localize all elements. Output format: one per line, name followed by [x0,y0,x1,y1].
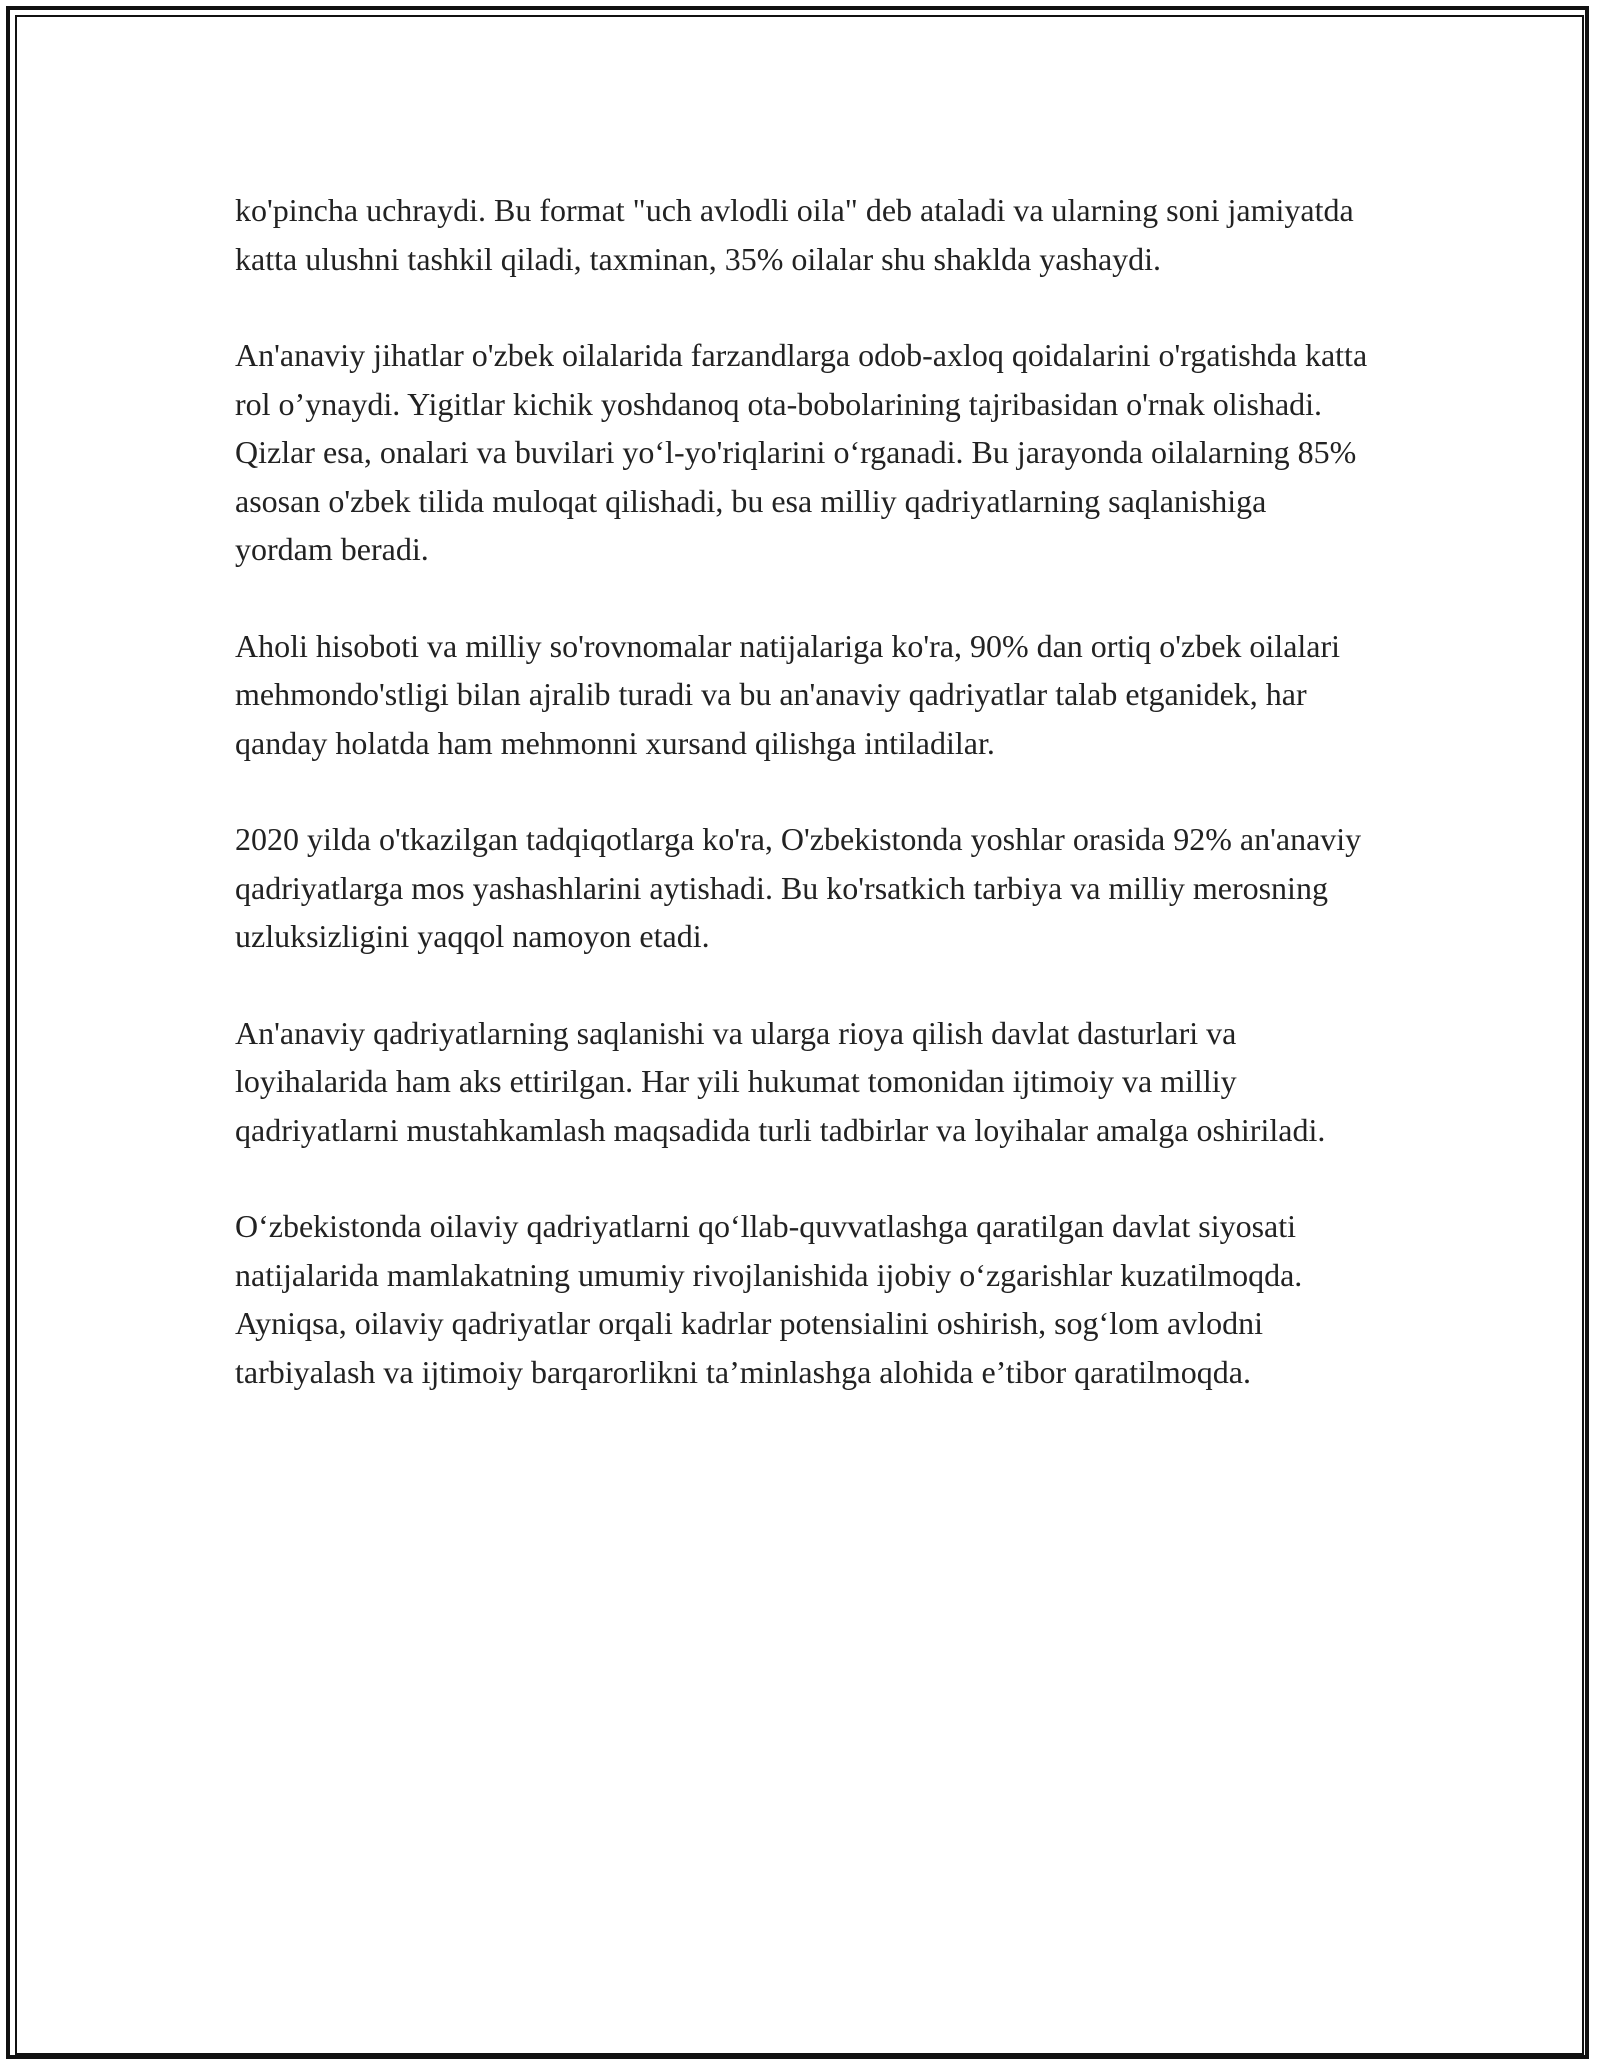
document-body [235,186,1370,1444]
paragraph: Aholi hisoboti va milliy so'rovnomalar natijalariga ko'ra, 90% dan ortiq o'zbek oilalari mehmondo'stligi bilan ajralib turadi va bu an'anaviy qadriyatlar talab etganidek, har qanday holatda ham mehmonni xursand qilishga intiladilar. [235,627,1341,761]
paragraph: ko'pincha uchraydi. Bu format "uch avlodli oila" deb ataladi va ularning soni jamiyatda katta ulushni tashkil qiladi, taxminan, 35% oilalar shu shaklda yashaydi. [235,192,1354,277]
paragraph: An'anaviy jihatlar o'zbek oilalarida farzandlarga odob-axloq qoidalarini o'rgatishda katta rol o’ynaydi. Yigitlar kichik yoshdanoq ota-bobolarining tajribasidan o'rnak olishadi. Qizlar esa, onalari va buvilari yo‘l-yo'riqlarini o‘rganadi. Bu jarayonda oilalarning 85% asosan o'zbek tilida muloqat qilishadi, bu esa milliy qadriyatlarning saqlanishiga yordam beradi. [235,337,1368,567]
paragraph: O‘zbekistonda oilaviy qadriyatlarni qo‘llab-quvvatlashga qaratilgan davlat siyosati natijalarida mamlakatning umumiy rivojlanishida ijobiy o‘zgarishlar kuzatilmoqda. Ayniqsa, oilaviy qadriyatlar orqali kadrlar potensialini oshirish, sog‘lom avlodni tarbiyalash va ijtimoiy barqarorlikni ta’minlashga alohida e’tibor qaratilmoqda. [235,1208,1303,1390]
paragraph: 2020 yilda o'tkazilgan tadqiqotlarga ko'ra, O'zbekistonda yoshlar orasida 92% an'anaviy qadriyatlarga mos yashashlarini aytishadi. Bu ko'rsatkich tarbiya va milliy merosning uzluksizligini yaqqol namoyon etadi. [235,821,1362,954]
paragraph: An'anaviy qadriyatlarning saqlanishi va ularga rioya qilish davlat dasturlari va loyihalarida ham aks ettirilgan. Har yili hukumat tomonidan ijtimoiy va milliy qadriyatlarni mustahkamlash maqsadida turli tadbirlar va loyihalar amalga oshiriladi. [235,1014,1326,1148]
